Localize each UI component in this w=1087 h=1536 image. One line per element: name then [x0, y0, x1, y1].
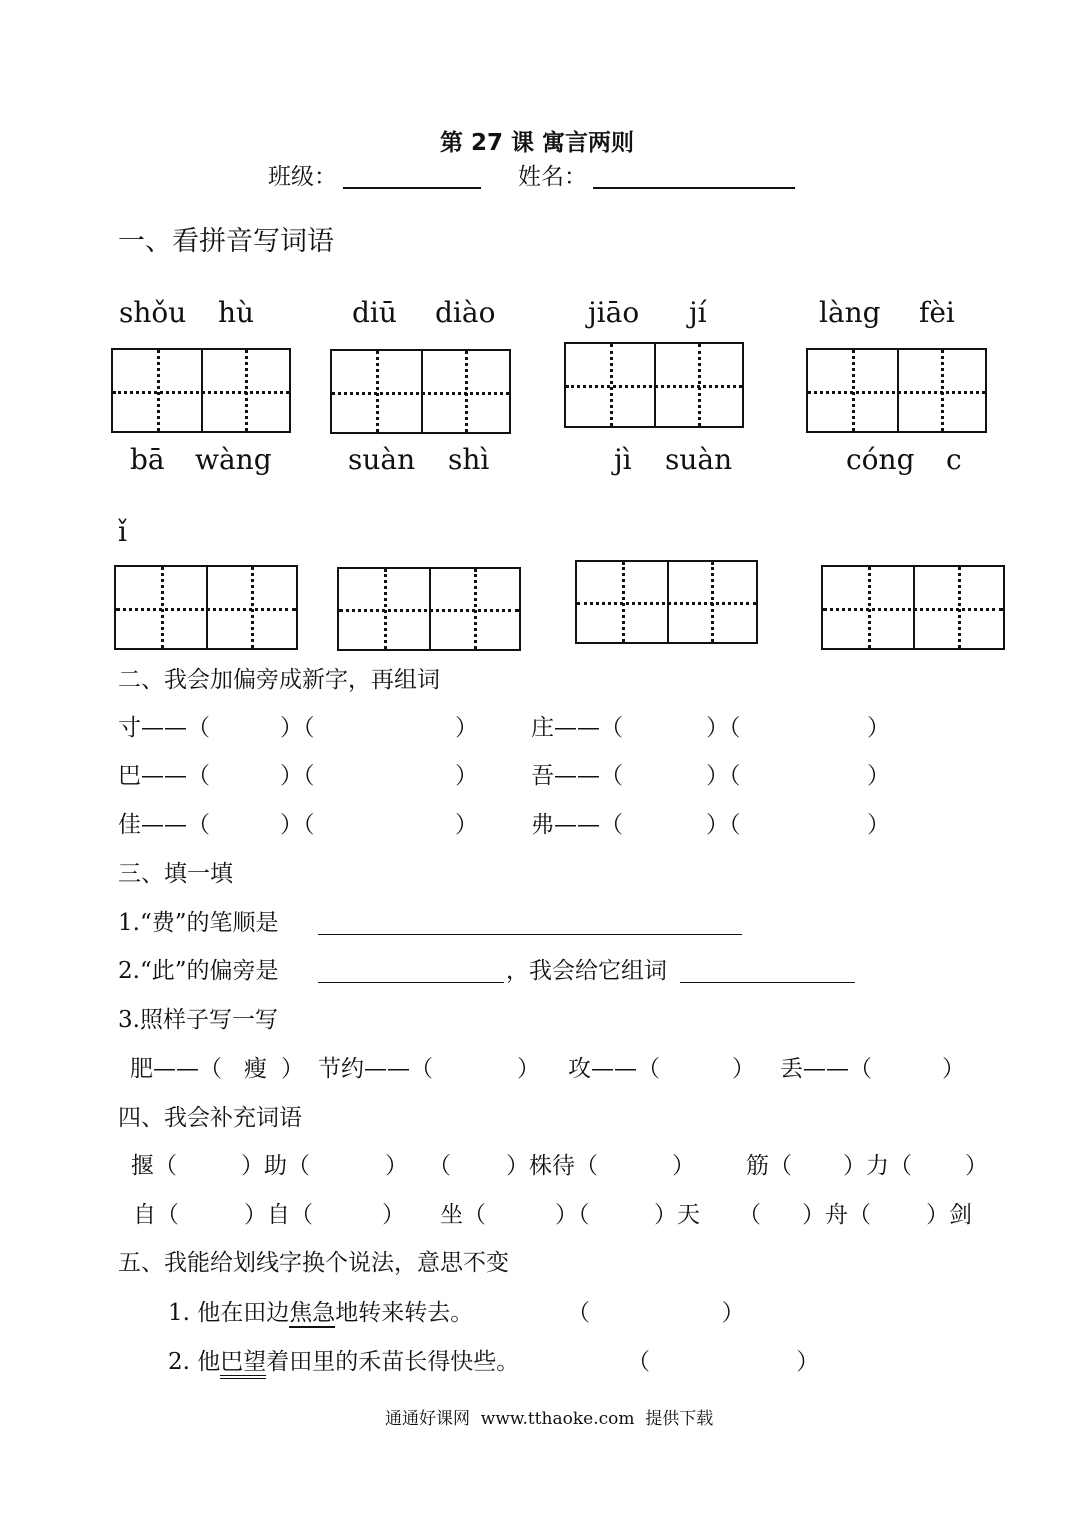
idiom-text: ） [672, 1153, 695, 1179]
pinyin: jì [614, 443, 632, 476]
row-text: ） [455, 715, 478, 741]
row-text: ） [867, 715, 890, 741]
pinyin: fèi [919, 296, 955, 329]
row-text: 寸——（ [118, 715, 210, 741]
writing-grid[interactable] [806, 348, 987, 433]
pinyin: diū [352, 296, 397, 329]
question-3: 3.照样子写一写 [118, 1007, 278, 1033]
idiom-text: （ [428, 1153, 451, 1179]
example-text: ） [942, 1056, 965, 1082]
section5-heading: 五、我能给划线字换个说法，意思不变 [118, 1250, 509, 1276]
idiom-text: 揠（ [131, 1153, 177, 1179]
example-text: 肥——（ [130, 1056, 222, 1082]
idiom-text: ）（ [555, 1202, 590, 1228]
answer-blank[interactable] [318, 934, 742, 935]
pinyin: c [946, 443, 962, 476]
writing-grid[interactable] [564, 342, 744, 428]
class-label: 班级： [268, 164, 337, 190]
example-text: 瘦 [244, 1056, 267, 1082]
section2-heading: 二、我会加偏旁成新字，再组词 [118, 667, 440, 693]
idiom-text: （ [738, 1202, 761, 1228]
pinyin: jí [689, 296, 707, 329]
example-text: 攻——（ [568, 1056, 660, 1082]
writing-grid[interactable] [337, 567, 521, 651]
answer-paren[interactable]: （ ） [627, 1349, 820, 1375]
class-blank[interactable] [343, 187, 481, 189]
idiom-text: ）舟（ [802, 1202, 871, 1228]
section3-heading: 三、填一填 [118, 861, 233, 887]
question-2: 2.“此”的偏旁是 [118, 958, 279, 984]
example-text: ） [732, 1056, 755, 1082]
writing-grid[interactable] [114, 565, 298, 650]
sentence-2 [168, 1351, 519, 1374]
row-text: ）（ [280, 812, 315, 838]
pinyin: diào [435, 296, 496, 329]
idiom-text: ）力（ [843, 1153, 912, 1179]
question-1: 1.“费”的笔顺是 [118, 910, 279, 936]
writing-grid[interactable] [111, 348, 291, 433]
underlined-word: 巴望 [220, 1349, 266, 1379]
idiom-text: ）天 [654, 1202, 700, 1228]
pinyin: suàn [348, 443, 416, 476]
underlined-word: 焦急 [289, 1300, 336, 1326]
idiom-text: ） [965, 1153, 988, 1179]
answer-blank[interactable] [680, 982, 855, 983]
pinyin: suàn [665, 443, 733, 476]
row-text: ）（ [706, 763, 741, 789]
answer-blank[interactable] [318, 982, 504, 983]
example-text: 丢——（ [780, 1056, 872, 1082]
row-text: ）（ [280, 715, 315, 741]
sentence-1 [168, 1302, 473, 1325]
section1-heading: 一、看拼音写词语 [118, 226, 334, 257]
name-blank[interactable] [593, 187, 795, 189]
question-2-part-b: ，我会给它组词 [506, 958, 667, 984]
pinyin: bā [130, 443, 165, 476]
idiom-text: ）株待（ [506, 1153, 598, 1179]
row-text: 佳——（ [118, 812, 210, 838]
row-text: ） [455, 763, 478, 789]
footer-text: 通通好课网 www.tthaoke.com 提供下载 [385, 1409, 714, 1429]
pinyin: wàng [195, 443, 272, 476]
answer-paren[interactable]: （ ） [567, 1300, 745, 1326]
pinyin: hù [218, 296, 255, 329]
row-text: ）（ [706, 812, 741, 838]
idiom-text: 坐（ [440, 1202, 486, 1228]
idiom-text: ） [382, 1202, 405, 1228]
example-text: ） [281, 1056, 304, 1082]
page-title: 第 27 课 寓言两则 [440, 130, 635, 156]
row-text: ） [867, 812, 890, 838]
pinyin: làng [819, 296, 881, 329]
pinyin: ǐ [118, 515, 127, 548]
example-text: 节约——（ [318, 1056, 433, 1082]
sentence-1-pre: 1. 他在田边 [168, 1300, 290, 1326]
writing-grid[interactable] [821, 565, 1005, 650]
row-text: 巴——（ [118, 763, 210, 789]
writing-grid[interactable] [330, 349, 511, 434]
row-text: ）（ [706, 715, 741, 741]
row-text: ）（ [280, 763, 315, 789]
row-text: ） [867, 763, 890, 789]
row-text: 弗——（ [531, 812, 623, 838]
row-text: 庄——（ [531, 715, 623, 741]
example-text: ） [517, 1056, 540, 1082]
sentence-2-pre: 2. 他 [168, 1349, 221, 1375]
section4-heading: 四、我会补充词语 [118, 1105, 302, 1131]
pinyin: shǒu [119, 296, 187, 329]
sentence-2-post: 着田里的禾苗长得快些。 [266, 1349, 520, 1375]
row-text: ） [455, 812, 478, 838]
writing-grid[interactable] [575, 560, 758, 644]
idiom-text: 自（ [133, 1202, 179, 1228]
idiom-text: ）自（ [244, 1202, 313, 1228]
idiom-text: 筋（ [746, 1153, 792, 1179]
row-text: 吾——（ [531, 763, 623, 789]
pinyin: jiāo [588, 296, 640, 329]
pinyin: shì [448, 443, 490, 476]
idiom-text: ）剑 [926, 1202, 972, 1228]
pinyin: cóng [846, 443, 915, 476]
name-label: 姓名： [518, 164, 587, 190]
idiom-text: ）助（ [241, 1153, 310, 1179]
sentence-1-post: 地转来转去。 [335, 1300, 474, 1326]
idiom-text: ） [385, 1153, 408, 1179]
